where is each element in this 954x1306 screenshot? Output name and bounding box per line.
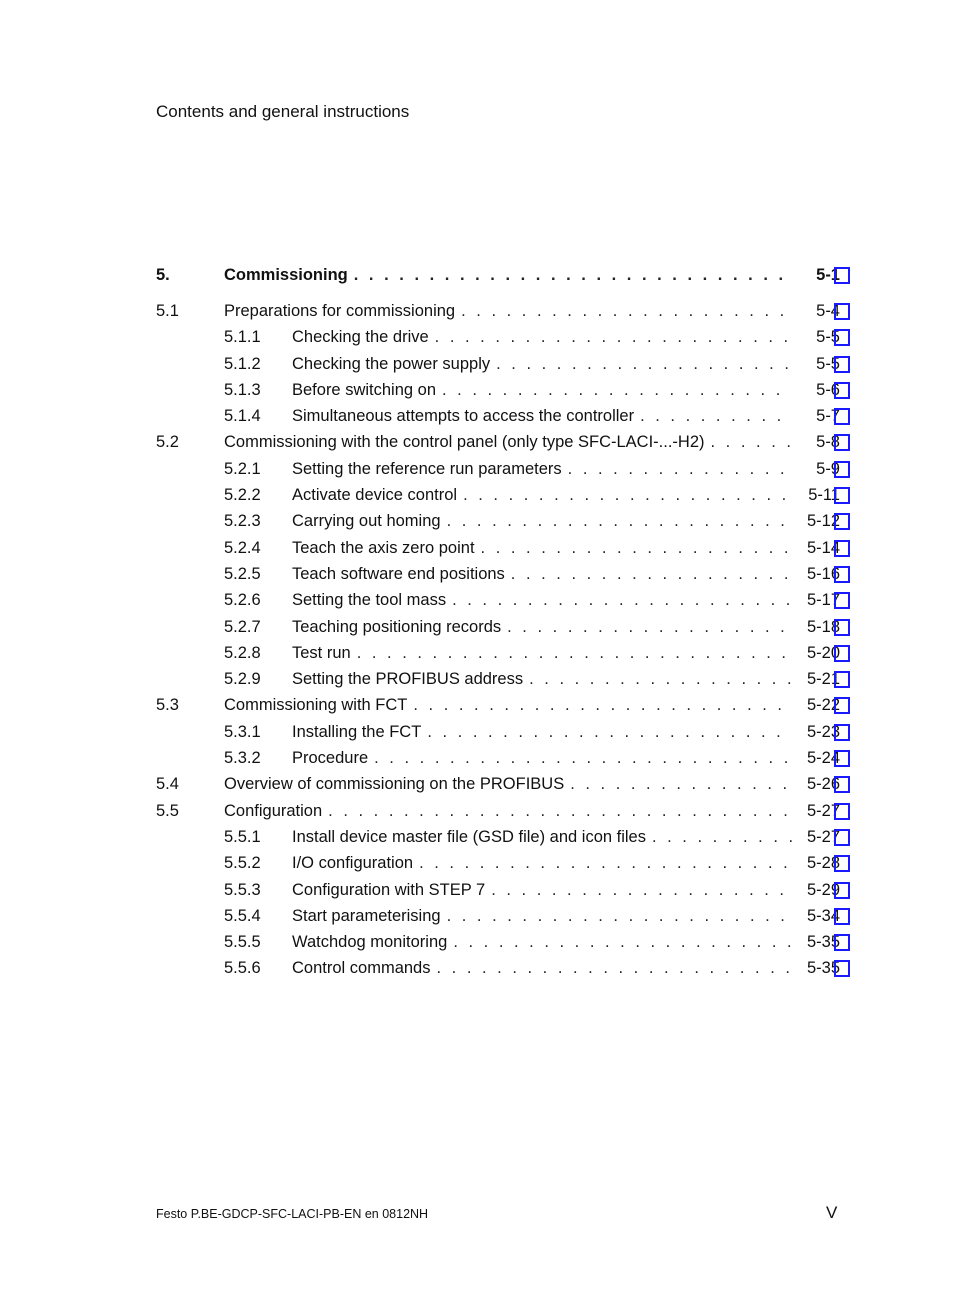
leader-dots [640,403,792,429]
toc-entry-number: 5.3.2 [224,749,261,768]
toc-entry-page[interactable]: 5-14 [806,538,840,557]
toc-entry-page[interactable]: 5-18 [806,617,840,636]
leader-dots [507,614,792,640]
toc-entry-title-wrap [292,850,792,876]
toc-entry-page[interactable]: 5-26 [806,775,840,794]
link-box-icon[interactable] [834,671,850,688]
link-box-icon[interactable] [834,329,850,346]
toc-entry-title[interactable]: Configuration [224,801,323,820]
toc-entry-title-wrap [224,262,792,288]
toc-entry[interactable] [156,824,840,850]
toc-entry-title[interactable]: Overview of commissioning on the PROFIBUS [224,775,565,794]
leader-dots [461,298,792,324]
leader-dots [463,482,792,508]
toc-entry-page[interactable]: 5-34 [806,906,840,925]
toc-entry[interactable] [156,324,840,350]
toc-entry-title-wrap [292,561,792,587]
toc-entry-page[interactable]: 5-17 [806,591,840,610]
toc-entry-title-wrap [292,929,792,955]
toc-entry-page[interactable]: 5-12 [806,512,840,531]
toc-entry-number: 5.1.2 [224,354,261,373]
toc-entry-number: 5.1.3 [224,380,261,399]
toc-entry-title[interactable]: Commissioning with FCT [224,696,408,715]
link-box-icon[interactable] [834,882,850,899]
leader-dots [452,587,792,613]
toc-entry-title[interactable]: Preparations for commissioning [224,302,456,320]
toc-entry[interactable] [156,877,840,903]
toc-entry-page[interactable]: 5-27 [806,827,840,846]
toc-entry-page[interactable]: 5-35 [806,959,840,978]
toc-entry-number: 5.1.4 [224,407,261,426]
leader-dots [652,824,792,850]
toc-entry-number: 5.2.9 [224,670,261,689]
toc-entry-title-wrap [292,719,792,745]
toc-entry-title-wrap [292,614,792,640]
toc-entry-title-wrap [224,771,792,797]
link-box-icon[interactable] [834,960,850,977]
toc-entry-title-wrap [292,351,792,377]
link-box-icon[interactable] [834,267,850,284]
toc-entry-number: 5.5.6 [224,959,261,978]
toc-entry-title-wrap [292,877,792,903]
toc-entry-number: 5.2.7 [224,617,261,636]
link-box-icon[interactable] [834,776,850,793]
toc-entry[interactable] [156,403,840,429]
leader-dots [453,929,792,955]
leader-dots [570,771,792,797]
toc-entry-title[interactable]: Test run [292,643,351,662]
leader-dots [481,535,792,561]
toc-entry[interactable] [156,508,840,534]
toc-entry-page[interactable]: 5-9 [816,459,840,478]
toc-entry-title[interactable]: Start parameterising [292,906,441,925]
toc-entry[interactable] [156,903,840,929]
toc-entry[interactable] [156,614,840,640]
leader-dots [435,324,792,350]
leader-dots [568,456,792,482]
toc-entry-title[interactable]: Commissioning with the control panel (only type SFC-LACI-...-H2) [224,433,705,452]
toc-entry[interactable] [156,377,840,403]
toc-entry[interactable] [156,692,840,718]
toc-entry[interactable] [156,745,840,771]
toc-entry[interactable] [156,929,840,955]
toc-entry-title-wrap [224,429,792,455]
toc-entry-number: 5.2.1 [224,459,261,478]
toc-entry[interactable] [156,798,840,824]
toc-entry-number: 5.3.1 [224,722,261,741]
link-box-icon[interactable] [834,566,850,583]
link-box-icon[interactable] [834,645,850,662]
toc-entry-page[interactable]: 5-27 [806,801,840,820]
toc-entry-number: 5.1 [156,302,179,320]
toc-entry-number: 5.5.4 [224,906,261,925]
link-box-icon[interactable] [834,829,850,846]
toc-entry-page[interactable]: 5-16 [806,564,840,583]
toc-entry-number: 5.5.2 [224,854,261,873]
toc-entry-title-wrap [292,456,792,482]
toc-entry-number: 5.2.5 [224,564,261,583]
link-box-icon[interactable] [834,356,850,373]
toc-entry-page[interactable]: 5-23 [806,722,840,741]
leader-dots [413,692,792,718]
toc-entry-title[interactable]: Procedure [292,749,369,768]
toc-entry-page[interactable]: 5-28 [806,854,840,873]
toc-entry-page[interactable]: 5-20 [806,643,840,662]
toc-entry-title[interactable]: Configuration with STEP 7 [292,880,486,899]
toc-entry-number: 5.2.6 [224,591,261,610]
toc-entry-number: 5.5.1 [224,827,261,846]
page-header-title: Contents and general instructions [156,102,410,121]
leader-dots [447,508,792,534]
leader-dots [511,561,792,587]
leader-dots [427,719,792,745]
toc-entry[interactable] [156,666,840,692]
toc-entry-page[interactable]: 5-29 [806,880,840,899]
toc-entry-title[interactable]: Setting the reference run parameters [292,459,562,478]
toc-entry-title[interactable]: Checking the drive [292,328,429,347]
link-box-icon[interactable] [834,408,850,425]
toc-entry-page[interactable]: 5-24 [806,749,840,768]
leader-dots [419,850,792,876]
toc-entry-page[interactable]: 5-11 [808,486,840,505]
toc-entry-number: 5.4 [156,775,179,794]
link-box-icon[interactable] [834,382,850,399]
toc-entry-title-wrap [292,824,792,850]
toc-entry-title[interactable]: Carrying out homing [292,512,441,531]
link-box-icon[interactable] [834,697,850,714]
toc-entry-number: 5.2.4 [224,538,261,557]
toc-entry[interactable] [156,719,840,745]
toc-entry[interactable] [156,456,840,482]
toc-entry-title-wrap [292,903,792,929]
toc-entry[interactable] [156,535,840,561]
leader-dots [491,877,792,903]
toc-entry-title[interactable]: Checking the power supply [292,354,491,373]
toc-entry-page[interactable]: 5-4 [816,302,840,320]
toc-entry-title-wrap [292,377,792,403]
toc-entry-title-wrap [224,298,792,324]
toc-entry-title-wrap [292,666,792,692]
toc-entry-number: 5.2 [156,433,179,452]
toc-entry-title-wrap [292,535,792,561]
toc-entry-title-wrap [292,403,792,429]
toc-entry-page[interactable]: 5-6 [816,380,840,399]
leader-dots [436,955,792,981]
link-box-icon[interactable] [834,461,850,478]
toc-entry[interactable] [156,262,840,298]
link-box-icon[interactable] [834,434,850,451]
link-box-icon[interactable] [834,855,850,872]
leader-dots [442,377,792,403]
toc-entry-title[interactable]: Before switching on [292,380,436,399]
toc-entry-title[interactable]: Setting the PROFIBUS address [292,670,524,689]
leader-dots [328,798,792,824]
toc-entry[interactable] [156,850,840,876]
link-box-icon[interactable] [834,513,850,530]
toc-entry-title[interactable]: Commissioning [224,266,348,284]
toc-entry-title[interactable]: Installing the FCT [292,722,422,741]
toc-entry-number: 5.3 [156,696,179,715]
table-of-contents [156,262,840,982]
leader-dots [496,351,792,377]
toc-entry-title-wrap [292,587,792,613]
footer-page-number: V [826,1203,838,1222]
link-box-icon[interactable] [834,303,850,320]
link-box-icon[interactable] [834,487,850,504]
toc-entry-title[interactable]: Teach the axis zero point [292,538,475,557]
link-box-icon[interactable] [834,934,850,951]
toc-entry-title-wrap [292,745,792,771]
leader-dots [357,640,792,666]
leader-dots [354,262,792,288]
toc-entry[interactable] [156,587,840,613]
toc-entry-title-wrap [292,482,792,508]
link-box-icon[interactable] [834,803,850,820]
toc-entry[interactable] [156,561,840,587]
leader-dots [529,666,792,692]
link-box-icon[interactable] [834,908,850,925]
link-box-icon[interactable] [834,540,850,557]
toc-entry[interactable] [156,351,840,377]
toc-entry-title-wrap [292,508,792,534]
toc-entry-title[interactable]: Activate device control [292,486,458,505]
link-box-icon[interactable] [834,724,850,741]
toc-entry-title[interactable]: Setting the tool mass [292,591,447,610]
toc-entry-number: 5.5 [156,801,179,820]
toc-entry-number: 5.2.8 [224,643,261,662]
toc-entry-title[interactable]: Simultaneous attempts to access the controller [292,407,635,426]
toc-entry-title-wrap [292,640,792,666]
toc-entry-number: 5. [156,266,170,284]
toc-entry-title[interactable]: Watchdog monitoring [292,933,448,952]
toc-entry-title-wrap [224,798,792,824]
toc-entry-title[interactable]: Install device master file (GSD file) and icon files [292,827,646,846]
toc-entry-number: 5.2.2 [224,486,261,505]
toc-entry-title[interactable]: Control commands [292,959,431,978]
toc-entry-title-wrap [292,324,792,350]
toc-entry-title-wrap [292,955,792,981]
link-box-icon[interactable] [834,592,850,609]
leader-dots [374,745,792,771]
toc-entry-page[interactable]: 5-1 [816,266,840,284]
toc-entry-page[interactable]: 5-21 [806,670,840,689]
toc-entry-number: 5.5.5 [224,933,261,952]
toc-entry[interactable] [156,771,840,797]
link-box-icon[interactable] [834,750,850,767]
toc-entry-page[interactable]: 5-5 [816,354,840,373]
footer-document-id: Festo P.BE-GDCP-SFC-LACI-PB-EN en 0812NH [156,1207,429,1221]
toc-entry[interactable] [156,429,840,455]
toc-entry[interactable] [156,482,840,508]
toc-entry[interactable] [156,298,840,324]
toc-entry-number: 5.2.3 [224,512,261,531]
toc-entry-page[interactable]: 5-7 [816,407,840,426]
leader-dots [447,903,792,929]
leader-dots [711,429,792,455]
toc-entry-number: 5.1.1 [224,328,261,347]
toc-entry-number: 5.5.3 [224,880,261,899]
toc-entry-page[interactable]: 5-5 [816,328,840,347]
toc-entry-page[interactable]: 5-35 [806,933,840,952]
toc-entry[interactable] [156,640,840,666]
toc-entry-title[interactable]: Teach software end positions [292,564,505,583]
toc-entry-title-wrap [224,692,792,718]
toc-entry-page[interactable]: 5-22 [806,696,840,715]
toc-entry-page[interactable]: 5-8 [816,433,840,452]
toc-entry-title[interactable]: I/O configuration [292,854,414,873]
toc-entry-title[interactable]: Teaching positioning records [292,617,502,636]
link-box-icon[interactable] [834,619,850,636]
toc-entry[interactable] [156,955,840,981]
